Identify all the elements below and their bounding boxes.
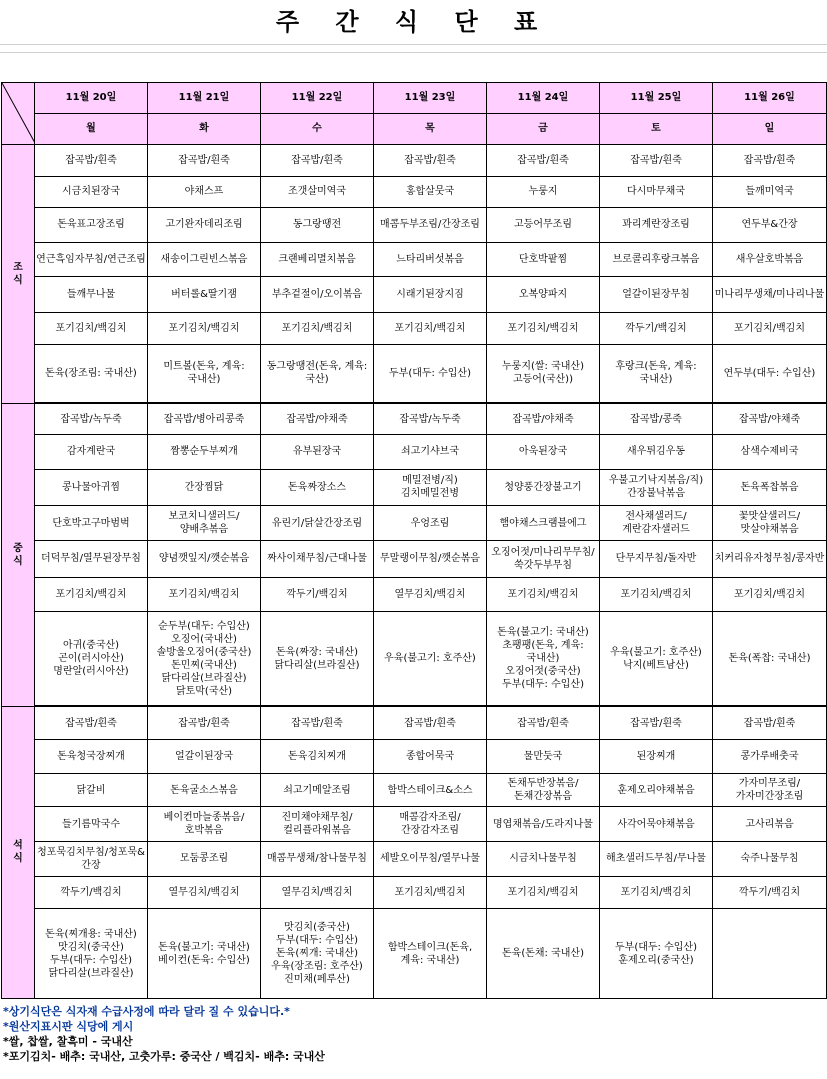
menu-item: 돈육(불고기: 국내산) 베이컨(돈육: 수입산) (148, 909, 261, 999)
menu-item: 짬뽕순두부찌개 (148, 435, 261, 470)
menu-item: 더덕무침/열무된장무침 (35, 540, 148, 577)
menu-row (2, 242, 827, 277)
menu-item: 잡곡밥/흰죽 (600, 706, 713, 740)
menu-item: 돈채두반장볶음/돈채간장볶음 (487, 773, 600, 807)
menu-item: 청양풍간장불고기 (487, 469, 600, 506)
menu-item: 얼갈이된장무침 (600, 277, 713, 313)
menu-item: 돈육폭찹볶음 (713, 469, 827, 506)
menu-item: 오복양파지 (487, 277, 600, 313)
menu-item: 열무김치/백김치 (374, 577, 487, 612)
page-title: 주 간 식 단 표 (275, 8, 552, 36)
date-cell: 11월 25일 (600, 83, 713, 114)
note-line: *원산지표시판 식당에 게시 (3, 1020, 134, 1033)
menu-item: 매콤감자조림/간장감자조림 (374, 807, 487, 842)
day-cell: 목 (374, 113, 487, 145)
menu-item: 돈육(장조림: 국내산) (35, 344, 148, 403)
menu-item: 잡곡밥/야채죽 (713, 403, 827, 435)
menu-item: 잡곡밥/흰죽 (35, 145, 148, 177)
menu-item: 시금치된장국 (35, 176, 148, 208)
menu-row (2, 909, 827, 999)
menu-item: 짜사이채무침/근대나물 (261, 540, 374, 577)
menu-item: 잡곡밥/흰죽 (148, 706, 261, 740)
menu-item: 포기김치/백김치 (261, 312, 374, 344)
menu-item: 들깨무나물 (35, 277, 148, 313)
menu-item: 돈육(돈채: 국내산) (487, 909, 600, 999)
date-header-row (2, 83, 827, 114)
menu-item: 돈육청국장찌개 (35, 740, 148, 774)
menu-item: 미나리무생채/미나리나물 (713, 277, 827, 313)
menu-row (2, 506, 827, 541)
menu-row (2, 277, 827, 313)
menu-item: 잡곡밥/흰죽 (35, 706, 148, 740)
menu-item: 동그랑땡전(돈육, 계육: 국산) (261, 344, 374, 403)
menu-item: 잡곡밥/콩죽 (600, 403, 713, 435)
menu-item: 연두부(대두: 수입산) (713, 344, 827, 403)
menu-item: 잡곡밥/병아리콩죽 (148, 403, 261, 435)
menu-item: 숙주나물무침 (713, 842, 827, 877)
menu-item: 야채스프 (148, 176, 261, 208)
menu-item: 베이컨마늘종볶음/호박볶음 (148, 807, 261, 842)
menu-item: 포기김치/백김치 (487, 577, 600, 612)
day-cell: 화 (148, 113, 261, 145)
menu-item: 돈육굴소스볶음 (148, 773, 261, 807)
menu-item: 깍두기/백김치 (713, 876, 827, 909)
menu-item: 후랑크(돈육, 계육: 국내산) (600, 344, 713, 403)
menu-item: 맛김치(중국산) 두부(대두: 수입산) 돈육(찌개: 국내산) 우육(장조림: 호주산) 진미채(페루산) (261, 909, 374, 999)
date-cell: 11월 20일 (35, 83, 148, 114)
menu-item: 얼갈이된장국 (148, 740, 261, 774)
menu-item: 깍두기/백김치 (35, 876, 148, 909)
menu-item: 쇠고기샤브국 (374, 435, 487, 470)
meal-label: 중 식 (2, 403, 35, 706)
menu-item: 햄야채스크램블에그 (487, 506, 600, 541)
menu-item: 포기김치/백김치 (148, 312, 261, 344)
menu-item: 잡곡밥/흰죽 (487, 706, 600, 740)
menu-item: 포기김치/백김치 (35, 312, 148, 344)
menu-item: 콩나물아귀찜 (35, 469, 148, 506)
note-line: *포기김치- 배추: 국내산, 고춧가루: 중국산 / 백김치- 배추: 국내산 (3, 1050, 325, 1063)
menu-item: 잡곡밥/흰죽 (713, 145, 827, 177)
menu-item: 오징어젓/미나리무무침/쑥갓두부무침 (487, 540, 600, 577)
menu-item: 두부(대두: 수입산) 훈제오리(중국산) (600, 909, 713, 999)
menu-item: 잡곡밥/녹두죽 (35, 403, 148, 435)
menu-item: 유부된장국 (261, 435, 374, 470)
menu-item: 누룽지(쌀: 국내산) 고등어(국산)) (487, 344, 600, 403)
menu-item: 조갯살미역국 (261, 176, 374, 208)
menu-item: 잡곡밥/흰죽 (713, 706, 827, 740)
menu-item: 무말랭이무침/깻순볶음 (374, 540, 487, 577)
day-cell: 월 (35, 113, 148, 145)
sheet-gridline (0, 44, 827, 45)
menu-item: 홍합살뭇국 (374, 176, 487, 208)
menu-row (2, 577, 827, 612)
notes (3, 1004, 823, 1064)
menu-item: 열무김치/백김치 (261, 876, 374, 909)
menu-item: 함박스테이크&소스 (374, 773, 487, 807)
menu-item: 해초샐러드무침/무나물 (600, 842, 713, 877)
menu-item: 가자미무조림/가자미간장조림 (713, 773, 827, 807)
menu-item: 들깨미역국 (713, 176, 827, 208)
menu-item: 단호박팥찜 (487, 242, 600, 277)
menu-item: 돈육(폭찹: 국내산) (713, 612, 827, 707)
menu-item: 돈육김치찌개 (261, 740, 374, 774)
menu-item: 메밀전병/직)김치메밀전병 (374, 469, 487, 506)
menu-item: 꽈리계란장조림 (600, 208, 713, 243)
menu-item (713, 909, 827, 999)
menu-item: 치커리유자청무침/콩자반 (713, 540, 827, 577)
menu-item: 포기김치/백김치 (713, 577, 827, 612)
menu-item: 새송이그린빈스볶음 (148, 242, 261, 277)
menu-item: 포기김치/백김치 (713, 312, 827, 344)
menu-item: 돈육짜장소스 (261, 469, 374, 506)
menu-item: 우육(불고기: 호주산) (374, 612, 487, 707)
menu-item: 잡곡밥/녹두죽 (374, 403, 487, 435)
menu-item: 훈제오리야채볶음 (600, 773, 713, 807)
menu-item: 사각어묵야채볶음 (600, 807, 713, 842)
menu-item: 새우튀김우동 (600, 435, 713, 470)
menu-item: 연근흑임자무침/연근조림 (35, 242, 148, 277)
menu-item: 돈육표고장조림 (35, 208, 148, 243)
menu-item: 포기김치/백김치 (487, 876, 600, 909)
menu-item: 돈육(찌개용: 국내산) 맛김치(중국산) 두부(대두: 수입산) 닭다리살(브라질산) (35, 909, 148, 999)
menu-item: 삼색수제비국 (713, 435, 827, 470)
menu-item: 꽃맛살샐러드/맛살야채볶음 (713, 506, 827, 541)
menu-item: 함박스테이크(돈육, 계육: 국내산) (374, 909, 487, 999)
menu-item: 우불고기낙지볶음/직)간장불낙볶음 (600, 469, 713, 506)
sheet-gridline (0, 52, 827, 53)
menu-item: 시금치나물무침 (487, 842, 600, 877)
menu-item: 콩가루배춧국 (713, 740, 827, 774)
menu-item: 우육(불고기: 호주산) 낙지(베트남산) (600, 612, 713, 707)
menu-row (2, 773, 827, 807)
menu-item: 매콤무생채/참나물무침 (261, 842, 374, 877)
menu-item: 순두부(대두: 수입산) 오징어(국내산) 솔방울오징어(중국산) 돈민찌(국내산) 닭다리살(브라질산) 닭토막(국산) (148, 612, 261, 707)
day-cell: 금 (487, 113, 600, 145)
menu-item: 진미채야채무침/컬리플라워볶음 (261, 807, 374, 842)
menu-row (2, 876, 827, 909)
menu-item: 종합어묵국 (374, 740, 487, 774)
menu-item: 잡곡밥/흰죽 (487, 145, 600, 177)
meal-label: 조 식 (2, 145, 35, 403)
menu-row (2, 344, 827, 403)
corner-cell (2, 83, 35, 145)
date-cell: 11월 26일 (713, 83, 827, 114)
menu-item: 감자계란국 (35, 435, 148, 470)
menu-item: 잡곡밥/흰죽 (374, 145, 487, 177)
menu-item: 쇠고기메알조림 (261, 773, 374, 807)
menu-item: 고사리볶음 (713, 807, 827, 842)
day-header-row (2, 113, 827, 145)
menu-item: 부추겉절이/오이볶음 (261, 277, 374, 313)
menu-row (2, 435, 827, 470)
menu-item: 버터롤&딸기잼 (148, 277, 261, 313)
menu-row (2, 312, 827, 344)
menu-row (2, 145, 827, 177)
menu-item: 포기김치/백김치 (374, 876, 487, 909)
menu-row (2, 842, 827, 877)
menu-item: 유린기/닭살간장조림 (261, 506, 374, 541)
menu-item: 청포묵김치무침/청포묵&간장 (35, 842, 148, 877)
menu-item: 보코치니샐러드/양배추볶음 (148, 506, 261, 541)
menu-item: 다시마무채국 (600, 176, 713, 208)
menu-item: 고등어무조림 (487, 208, 600, 243)
menu-item: 명엽채볶음/도라지나물 (487, 807, 600, 842)
menu-item: 포기김치/백김치 (487, 312, 600, 344)
menu-row (2, 807, 827, 842)
menu-item: 잡곡밥/야채죽 (261, 403, 374, 435)
menu-item: 시래기된장지짐 (374, 277, 487, 313)
menu-item: 된장찌개 (600, 740, 713, 774)
menu-row (2, 706, 827, 740)
menu-item: 두부(대두: 수입산) (374, 344, 487, 403)
menu-item: 단무지무침/돌자반 (600, 540, 713, 577)
date-cell: 11월 24일 (487, 83, 600, 114)
day-cell: 토 (600, 113, 713, 145)
menu-item: 세발오이무침/열무나물 (374, 842, 487, 877)
menu-row (2, 176, 827, 208)
menu-item: 돈육(불고기: 국내산) 초팽팽(돈육, 계육: 국내산) 오징어젓(중국산) 두부(대두: 수입산) (487, 612, 600, 707)
day-cell: 수 (261, 113, 374, 145)
menu-item: 들기름막국수 (35, 807, 148, 842)
menu-item: 간장찜닭 (148, 469, 261, 506)
menu-item: 잡곡밥/흰죽 (261, 706, 374, 740)
menu-row (2, 740, 827, 774)
menu-row (2, 469, 827, 506)
menu-item: 포기김치/백김치 (35, 577, 148, 612)
menu-item: 잡곡밥/흰죽 (374, 706, 487, 740)
menu-item: 브로콜리후랑크볶음 (600, 242, 713, 277)
menu-item: 새우살호박볶음 (713, 242, 827, 277)
menu-item: 잡곡밥/흰죽 (148, 145, 261, 177)
menu-item: 느타리버섯볶음 (374, 242, 487, 277)
menu-item: 깍두기/백김치 (261, 577, 374, 612)
date-cell: 11월 23일 (374, 83, 487, 114)
menu-item: 양념깻잎지/깻순볶음 (148, 540, 261, 577)
corner-diagonal (2, 83, 35, 143)
menu-item: 잡곡밥/흰죽 (261, 145, 374, 177)
menu-item: 단호박고구마범벅 (35, 506, 148, 541)
menu-item: 포기김치/백김치 (600, 577, 713, 612)
menu-item: 열무김치/백김치 (148, 876, 261, 909)
weekly-menu-table (1, 82, 827, 999)
menu-item: 우엉조림 (374, 506, 487, 541)
menu-item: 동그랑땡전 (261, 208, 374, 243)
menu-row (2, 403, 827, 435)
menu-item: 포기김치/백김치 (600, 876, 713, 909)
menu-item: 미트볼(돈육, 계육: 국내산) (148, 344, 261, 403)
menu-item: 아귀(중국산) 곤이(러시아산) 명란알(러시아산) (35, 612, 148, 707)
menu-row (2, 612, 827, 707)
date-cell: 11월 21일 (148, 83, 261, 114)
menu-item: 연두부&간장 (713, 208, 827, 243)
date-cell: 11월 22일 (261, 83, 374, 114)
menu-item: 돈육(짜장: 국내산) 닭다리살(브라질산) (261, 612, 374, 707)
menu-item: 크랜베리멸치볶음 (261, 242, 374, 277)
menu-item: 전사채샐러드/계란감자샐러드 (600, 506, 713, 541)
menu-item: 아욱된장국 (487, 435, 600, 470)
menu-item: 모둠콩조림 (148, 842, 261, 877)
menu-item: 잡곡밥/흰죽 (600, 145, 713, 177)
menu-item: 깍두기/백김치 (600, 312, 713, 344)
menu-item: 물만둣국 (487, 740, 600, 774)
menu-item: 잡곡밥/야채죽 (487, 403, 600, 435)
menu-item: 매콤두부조림/간장조림 (374, 208, 487, 243)
menu-item: 포기김치/백김치 (148, 577, 261, 612)
note-line: *쌀, 찹쌀, 찰흑미 - 국내산 (3, 1035, 133, 1048)
menu-row (2, 540, 827, 577)
note-line: *상기식단은 식자재 수급사정에 따라 달라 질 수 있습니다.* (3, 1005, 290, 1018)
menu-item: 닭갈비 (35, 773, 148, 807)
menu-item: 고기완자데리조림 (148, 208, 261, 243)
menu-item: 누룽지 (487, 176, 600, 208)
menu-row (2, 208, 827, 243)
day-cell: 일 (713, 113, 827, 145)
meal-label: 석 식 (2, 706, 35, 998)
menu-item: 포기김치/백김치 (374, 312, 487, 344)
